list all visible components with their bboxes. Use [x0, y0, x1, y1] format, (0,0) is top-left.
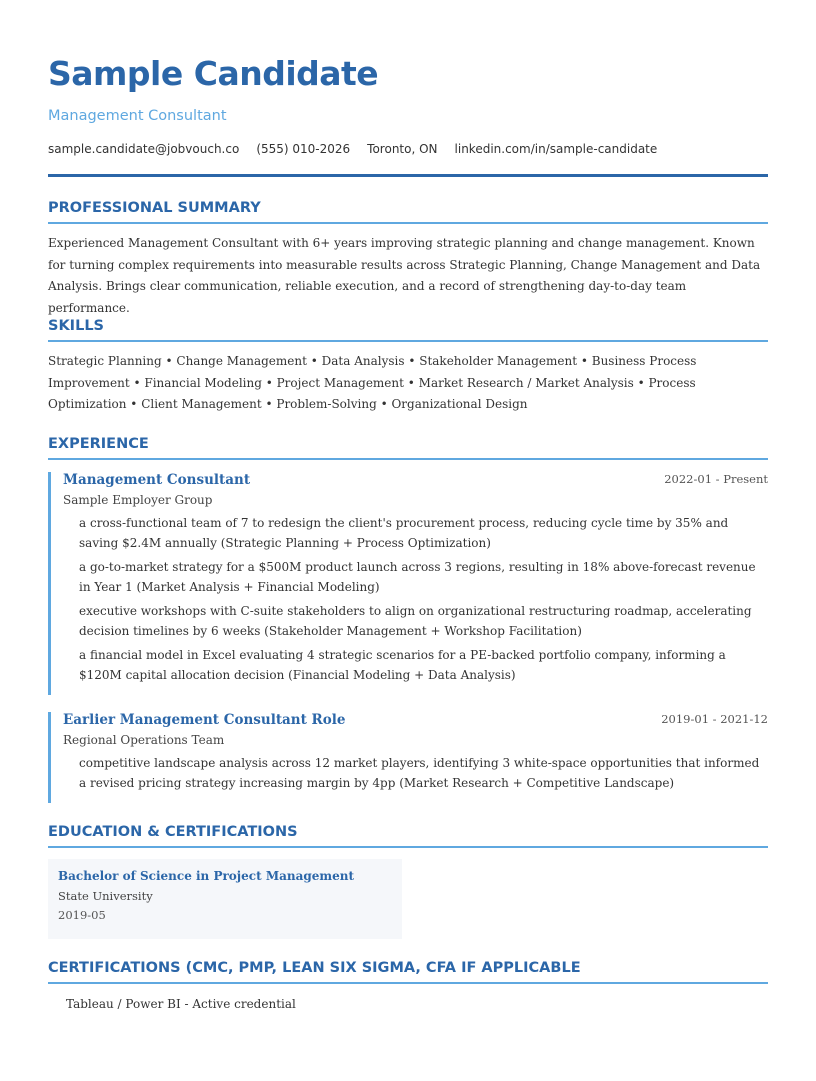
- candidate-name: Sample Candidate: [48, 54, 379, 93]
- header-divider: [48, 174, 768, 177]
- education-heading: EDUCATION & CERTIFICATIONS: [48, 824, 768, 848]
- contact-line: [48, 142, 674, 156]
- candidate-title: Management Consultant: [48, 108, 227, 124]
- contact-email[interactable]: sample.candidate@jobvouch.co: [48, 142, 240, 156]
- job-dates: 2019-01 - 2021-12: [661, 712, 768, 726]
- job-bullet: a financial model in Excel evaluating 4 strategic scenarios for a PE-backed portfolio company, informing a $120M capital allocation decision (Financial Modeling + Data Analysis): [79, 648, 726, 682]
- skills-heading: SKILLS: [48, 318, 768, 342]
- job-bullets: [63, 753, 768, 793]
- job-entry: [48, 712, 768, 803]
- job-bullet: executive workshops with C-suite stakeholders to align on organizational restructuring roadmap, accelerating decision timelines by 6 weeks (Stakeholder Management + Workshop Facilitation): [79, 604, 752, 638]
- job-title: Earlier Management Consultant Role: [63, 712, 346, 728]
- job-company: Sample Employer Group: [63, 493, 213, 507]
- education-school: State University: [58, 889, 153, 903]
- job-bullet: a go-to-market strategy for a $500M product launch across 3 regions, resulting in 18% above-forecast revenue in Year 1 (Market Analysis + Financial Modeling): [79, 560, 756, 594]
- experience-heading: EXPERIENCE: [48, 436, 768, 460]
- education-date: 2019-05: [58, 908, 106, 922]
- contact-phone: (555) 010-2026: [256, 142, 351, 156]
- job-title: Management Consultant: [63, 472, 251, 488]
- contact-linkedin[interactable]: linkedin.com/in/sample-candidate: [454, 142, 658, 156]
- contact-location: Toronto, ON: [367, 142, 438, 156]
- skills-text: Strategic Planning • Change Management • Data Analysis • Stakeholder Management • Business Process Improvement • Financial Modeling • Project Management • Market Research / Market Analysis • Process Optimization • Client Management • Problem-Solving • Organizational Design: [48, 354, 697, 411]
- summary-heading: PROFESSIONAL SUMMARY: [48, 200, 768, 224]
- job-bullets: [63, 513, 768, 685]
- job-dates: 2022-01 - Present: [664, 472, 768, 486]
- certification-item: Tableau / Power BI - Active credential: [66, 997, 296, 1011]
- education-degree: Bachelor of Science in Project Management: [58, 869, 354, 883]
- job-bullet: a cross-functional team of 7 to redesign the client's procurement process, reducing cycle time by 35% and saving $2.4M annually (Strategic Planning + Process Optimization): [79, 516, 729, 550]
- education-card: [48, 859, 402, 939]
- job-entry: [48, 472, 768, 695]
- summary-text: Experienced Management Consultant with 6+ years improving strategic planning and change management. Known for turning complex requirements into measurable results across Strategic Planning, Change Management and Data Analysis. Brings clear communication, reliable execution, and a record of strengthening day-to-day team performance.: [48, 236, 761, 315]
- job-company: Regional Operations Team: [63, 733, 225, 747]
- certifications-heading: CERTIFICATIONS (CMC, PMP, LEAN SIX SIGMA, CFA IF APPLICABLE: [48, 960, 768, 984]
- job-bullet: competitive landscape analysis across 12 market players, identifying 3 white-space opportunities that informed a revised pricing strategy increasing margin by 4pp (Market Research + Competitive Landscape): [79, 756, 760, 790]
